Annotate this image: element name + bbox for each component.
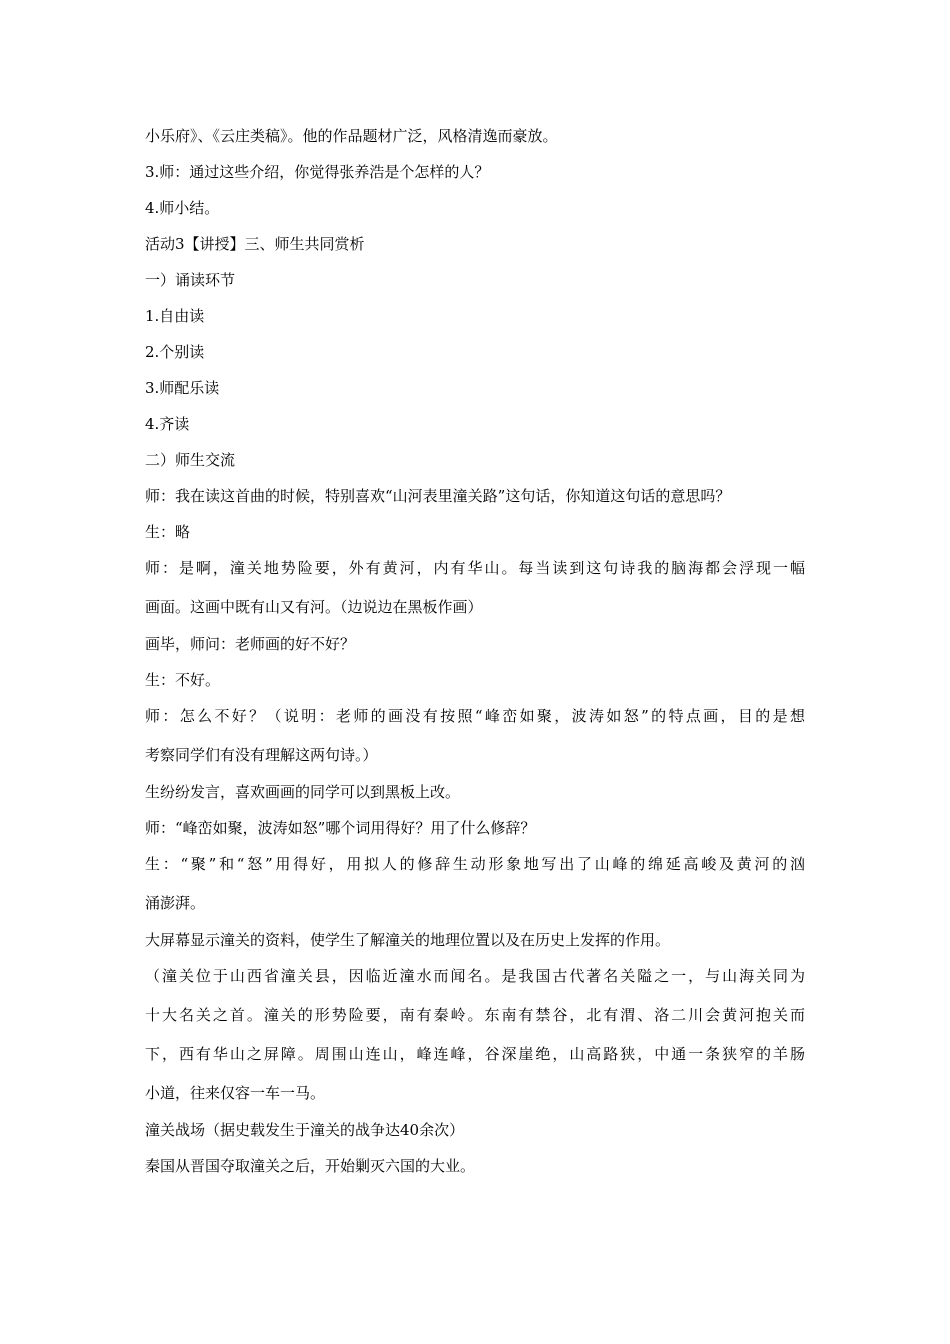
text-line: 小道，往来仅容一车一马。 <box>145 1084 326 1102</box>
text-line: 秦国从晋国夺取潼关之后，开始剿灭六国的大业。 <box>145 1157 476 1175</box>
text-line: 师：怎么不好？（说明：老师的画没有按照“峰峦如聚，波涛如怒”的特点画，目的是想 <box>145 707 805 725</box>
text-line: 下，西有华山之屏障。周围山连山，峰连峰，谷深崖绝，山高路狭，中通一条狭窄的羊肠 <box>145 1045 805 1063</box>
text-line: 4.齐读 <box>145 415 190 433</box>
text-line: 潼关战场（据史载发生于潼关的战争达40余次） <box>145 1121 465 1139</box>
text-line: 生：“聚”和“怒”用得好，用拟人的修辞生动形象地写出了山峰的绵延高峻及黄河的汹 <box>145 855 805 873</box>
text-line: 师：是啊，潼关地势险要，外有黄河，内有华山。每当读到这句诗我的脑海都会浮现一幅 <box>145 559 805 577</box>
text-line: 画毕，师问：老师画的好不好？ <box>145 635 356 653</box>
section-heading: 二）师生交流 <box>145 451 236 469</box>
text-line: 十大名关之首。潼关的形势险要，南有秦岭。东南有禁谷，北有渭、洛二川会黄河抱关而 <box>145 1006 805 1024</box>
text-line: 考察同学们有没有理解这两句诗。） <box>145 746 378 764</box>
text-line: 3.师：通过这些介绍，你觉得张养浩是个怎样的人？ <box>145 163 490 181</box>
text-line: 小乐府》、《云庄类稿》。他的作品题材广泛，风格清逸而豪放。 <box>145 127 558 145</box>
text-line: 师：我在读这首曲的时候，特别喜欢“山河表里潼关路”这句话，你知道这句话的意思吗？ <box>145 487 731 505</box>
text-line: 涌澎湃。 <box>145 894 206 912</box>
text-line: 4.师小结。 <box>145 199 220 217</box>
activity-heading: 活动3【讲授】三、师生共同赏析 <box>145 235 365 253</box>
text-line: 大屏幕显示潼关的资料，使学生了解潼关的地理位置以及在历史上发挥的作用。 <box>145 931 671 949</box>
section-heading: 一）诵读环节 <box>145 271 236 289</box>
text-line: 生：略 <box>145 523 191 541</box>
text-line: 画面。这画中既有山又有河。（边说边在黑板作画） <box>145 598 483 616</box>
text-line: 师：“峰峦如聚，波涛如怒”哪个词用得好？用了什么修辞？ <box>145 819 536 837</box>
text-line: 2.个别读 <box>145 343 205 361</box>
text-line: 生：不好。 <box>145 671 221 689</box>
text-line: 生纷纷发言，喜欢画画的同学可以到黑板上改。 <box>145 783 461 801</box>
text-line: 1.自由读 <box>145 307 205 325</box>
text-line: 3.师配乐读 <box>145 379 220 397</box>
text-line: （潼关位于山西省潼关县，因临近潼水而闻名。是我国古代著名关隘之一，与山海关同为 <box>145 967 805 985</box>
